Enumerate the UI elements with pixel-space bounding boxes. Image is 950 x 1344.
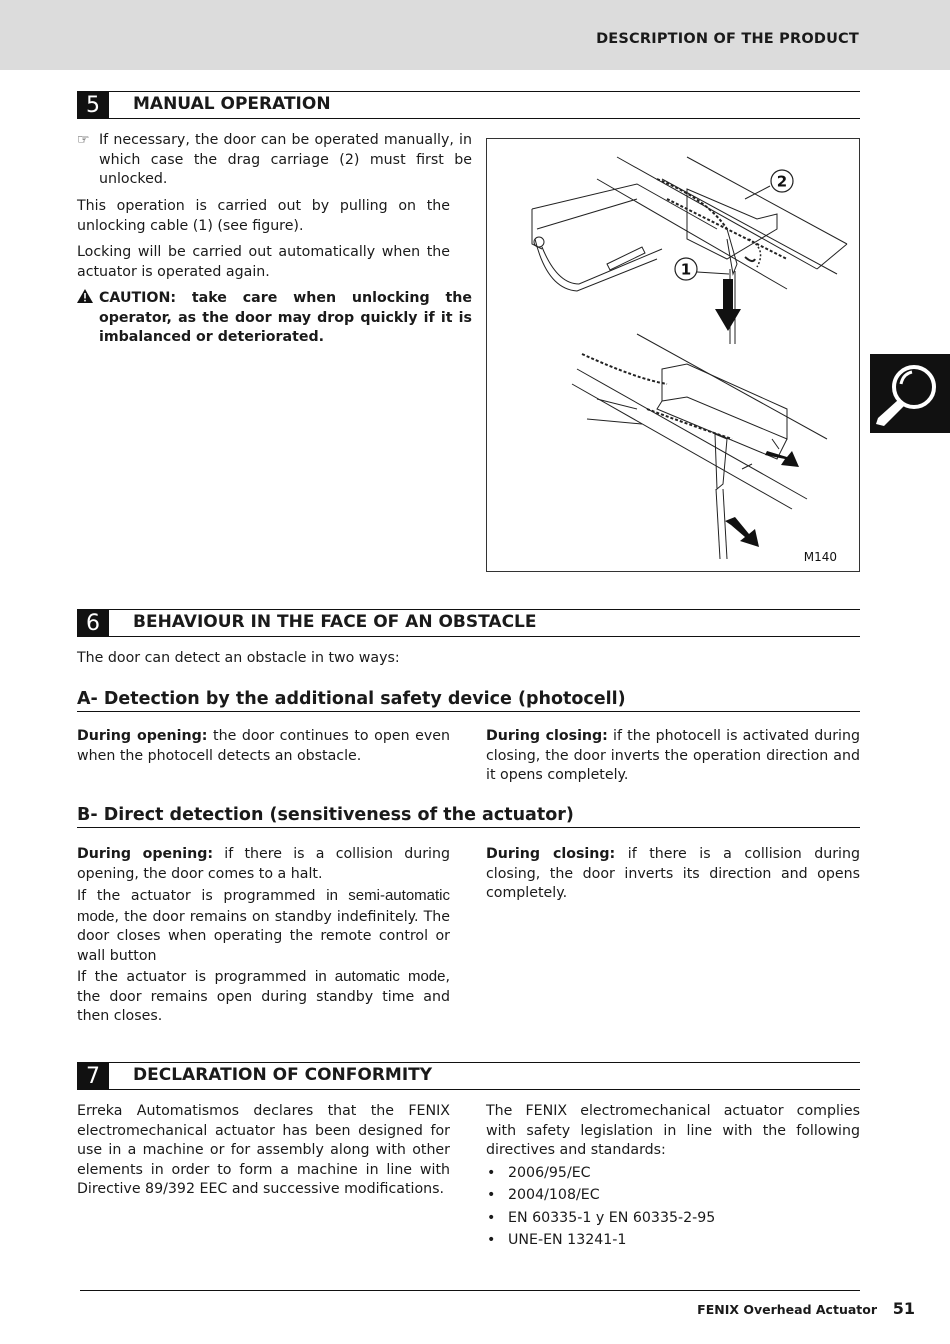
subsection-a-title: A- Detection by the additional safety device (photocell) [77, 689, 860, 712]
unlocking-figure [486, 138, 860, 572]
magnifier-icon [870, 354, 950, 433]
standards-list [486, 1164, 860, 1251]
unlocking-diagram [487, 139, 859, 571]
list-item: • 2006/95/EC [486, 1164, 860, 1184]
section-title: DECLARATION OF CONFORMITY [133, 1065, 433, 1085]
obstacle-intro: The door can detect an obstacle in two ways: [77, 650, 400, 666]
figure-code: M140 [803, 550, 837, 564]
list-item: • UNE-EN 13241-1 [486, 1231, 860, 1251]
standards-intro: The FENIX electromechanical actuator complies with safety legislation in line with the following directives and standards: [486, 1103, 860, 1158]
manual-paragraph-2: Locking will be carried out automatically when the actuator is operated again. [77, 244, 450, 280]
header-title: DESCRIPTION OF THE PRODUCT [596, 31, 859, 47]
warning-triangle-icon [77, 289, 99, 309]
direct-closing: During closing: if there is a collision during closing, the door inverts its direction and opens completely. [486, 846, 860, 901]
section-title: BEHAVIOUR IN THE FACE OF AN OBSTACLE [133, 612, 537, 632]
page-header [0, 0, 950, 70]
section-title: MANUAL OPERATION [133, 94, 331, 114]
manual-note: ☞ If necessary, the door can be operated manually, in which case the drag carriage (2) must first be unlocked. [77, 132, 472, 187]
list-item: • 2004/108/EC [486, 1186, 860, 1206]
conformity-declaration: Erreka Automatismos declares that the FENIX electromechanical actuator has been designed for use in a machine or for assembly along with other elements in order to form a machine in line with Directive 89/392 EEC and successive modifications. [77, 1103, 450, 1197]
figure-callout-1: 1 [680, 260, 692, 279]
caution-note: CAUTION: take care when unlocking the operator, as the door may drop quickly if it is imbalanced or deteriorated. [77, 289, 472, 348]
section-7-heading [77, 1062, 860, 1090]
pointing-hand-icon: ☞ [77, 132, 90, 148]
conformity-standards [486, 1102, 860, 1254]
section-number: 5 [77, 92, 109, 118]
automatic-paragraph: If the actuator is programmed in automatic mode, the door remains open during standby time and then closes. [77, 968, 450, 1024]
semi-automatic-paragraph: If the actuator is programmed in semi-automatic mode, the door remains on standby indefinitely. The door closes when operating the remote control or wall button [77, 887, 450, 964]
photocell-opening: During opening: the door continues to open even when the photocell detects an obstacle. [77, 728, 450, 764]
section-6-heading [77, 609, 860, 637]
figure-callout-2: 2 [776, 172, 788, 191]
side-tab [870, 354, 950, 433]
page-number: 51 [892, 1299, 915, 1318]
direct-opening: During opening: if there is a collision during opening, the door comes to a halt. [77, 846, 451, 882]
footer-rule [80, 1290, 860, 1291]
footer-title: FENIX Overhead Actuator [697, 1302, 877, 1317]
list-item: • EN 60335-1 y EN 60335-2-95 [486, 1209, 860, 1229]
photocell-closing: During closing: if the photocell is activated during closing, the door inverts the operation direction and it opens completely. [486, 728, 860, 783]
manual-paragraph-1: This operation is carried out by pulling on the unlocking cable (1) (see figure). [77, 198, 450, 234]
section-number: 7 [77, 1063, 109, 1089]
section-number: 6 [77, 610, 109, 636]
section-5-heading [77, 91, 860, 119]
subsection-b-title: B- Direct detection (sensitiveness of the actuator) [77, 805, 860, 828]
